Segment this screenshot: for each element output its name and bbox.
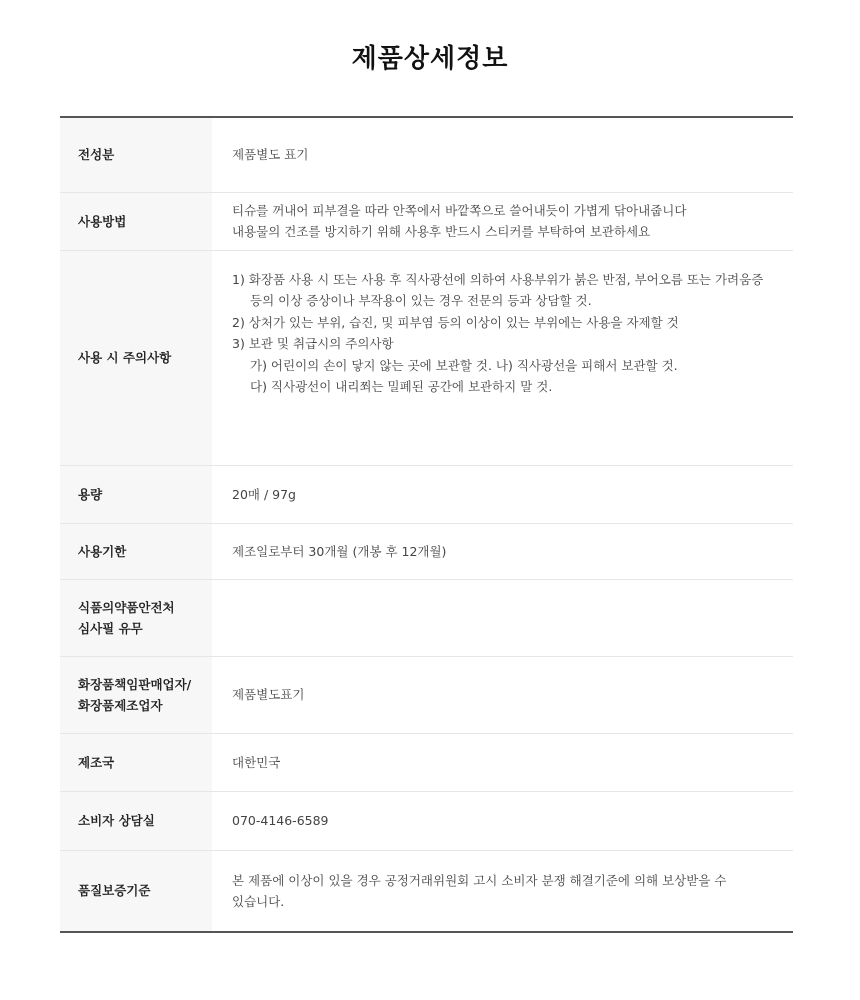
row-label: 제조국: [60, 733, 212, 791]
row-label: 전성분: [60, 117, 212, 192]
row-value: 티슈를 꺼내어 피부결을 따라 안쪽에서 바깥쪽으로 쓸어내듯이 가볍게 닦아내줍니다 내용물의 건조를 방지하기 위해 사용후 반드시 스티커를 부탁하여 보관하세요: [212, 192, 793, 250]
row-label: 사용방법: [60, 192, 212, 250]
row-label: 품질보증기준: [60, 850, 212, 932]
row-label: 소비자 상담실: [60, 791, 212, 850]
table-row: [60, 791, 793, 850]
row-label: 사용기한: [60, 523, 212, 579]
product-info-table: [60, 116, 793, 933]
table-row: [60, 192, 793, 250]
row-value: 1) 화장품 사용 시 또는 사용 후 직사광선에 의하여 사용부위가 붉은 반점, 부어오름 또는 가려움증 등의 이상 증상이나 부작용이 있는 경우 전문의 등과 상담할 것. 2) 상처가 있는 부위, 습진, 및 피부염 등의 이상이 있는 부위에는 사용을 자제할 것 3) 보관 및 취급시의 주의사항 가) 어린이의 손이 닿지 않는 곳에 보관할 것. 나) 직사광선을 피해서 보관할 것. 다) 직사광선이 내리쬐는 밀폐된 공간에 보관하지 말 것.: [212, 250, 793, 465]
row-label: 용량: [60, 465, 212, 523]
table-row: [60, 656, 793, 733]
row-label: 식품의약품안전처 심사필 유무: [60, 579, 212, 656]
table-row: [60, 117, 793, 192]
row-value: 20매 / 97g: [212, 465, 793, 523]
table-row: [60, 523, 793, 579]
row-label: 화장품책임판매업자/ 화장품제조업자: [60, 656, 212, 733]
table-row: [60, 850, 793, 932]
row-value: 제품별도표기: [212, 656, 793, 733]
row-value: 제조일로부터 30개월 (개봉 후 12개월): [212, 523, 793, 579]
table-row: [60, 733, 793, 791]
row-value: 070-4146-6589: [212, 791, 793, 850]
row-value: [212, 579, 793, 656]
row-value: 제품별도 표기: [212, 117, 793, 192]
row-label: 사용 시 주의사항: [60, 250, 212, 465]
table-row: [60, 250, 793, 465]
row-value: 대한민국: [212, 733, 793, 791]
table-row: [60, 579, 793, 656]
row-value: 본 제품에 이상이 있을 경우 공정거래위원회 고시 소비자 분쟁 해결기준에 의해 보상받을 수 있습니다.: [232, 872, 727, 909]
page-title: 제품상세정보: [351, 44, 509, 74]
table-row: [60, 465, 793, 523]
